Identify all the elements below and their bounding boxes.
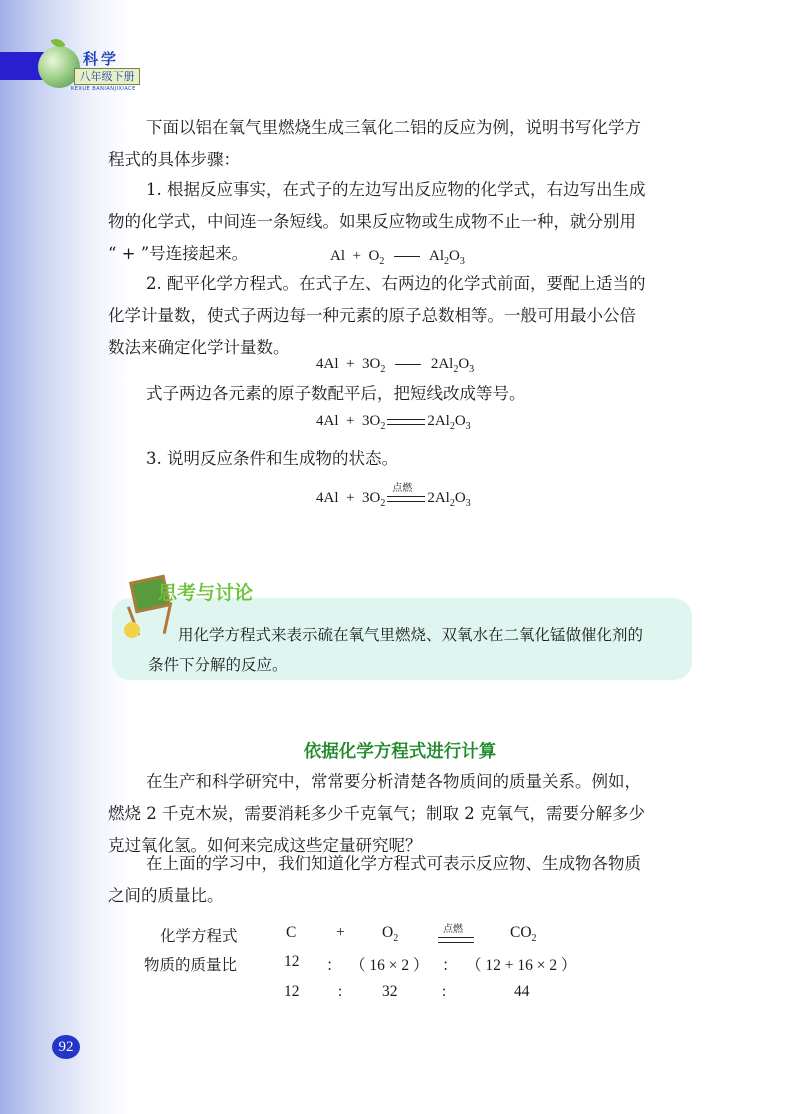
page-number: 92 [52, 1035, 80, 1059]
section-line: 之间的质量比。 [108, 886, 224, 905]
equation-balanced-dash: $4Al + 3O_2$ $2Al_2O_3$ [316, 356, 475, 375]
step3-paragraph [108, 443, 704, 475]
step2-line: 化学计量数，使式子两边每一种元素的原子总数相等。一般可用最小公倍 [108, 306, 636, 325]
intro-line: 程式的具体步骤： [108, 150, 240, 169]
section-line: 在生产和科学研究中，常常要分析清楚各物质间的质量关系。例如， [146, 772, 641, 791]
intro-line: 下面以铝在氧气里燃烧生成三氧化二铝的反应为例，说明书写化学方 [146, 118, 641, 137]
formula-equals [436, 924, 476, 948]
book-title: 科学 [83, 50, 120, 68]
step2-line: 数法来确定化学计量数。 [108, 338, 290, 357]
formula-co2: $CO_2$ [510, 924, 537, 945]
step2-after [108, 378, 704, 410]
row1-label: 化学方程式 [160, 927, 238, 945]
equation-balanced: $4Al + 3O_2$ $2Al_2O_3$ [316, 413, 471, 432]
step1-line: 1. 根据反应事实，在式子的左边写出反应物的化学式，右边写出生成 [146, 180, 646, 199]
section-line: 燃烧 2 千克木炭，需要消耗多少千克氧气；制取 2 克氧气，需要分解多少 [108, 804, 645, 823]
book-pinyin: KEXUE BANIANJIXIACE [71, 86, 136, 92]
mass-colon: ： [326, 956, 342, 974]
equals-sign [387, 419, 425, 425]
think-discuss-text: 用化学方程式来表示硫在氧气里燃烧、双氧水在二氧化锰做催化剂的 条件下分解的反应。 [148, 626, 644, 674]
ratio-o2: 32 [382, 983, 398, 1000]
formula-plus: + [336, 924, 345, 941]
section-line: 在上面的学习中，我们知道化学方程式可表示反应物、生成物各物质 [146, 854, 641, 873]
section-paragraph-2 [108, 848, 704, 912]
equation-unbalanced: $Al + O_2$ $Al_2O_3$ [330, 248, 465, 267]
ratio-colon: : [442, 983, 447, 1000]
formula-o2: $O_2$ [382, 924, 399, 945]
intro-paragraph [108, 112, 704, 176]
step2-after-line: 式子两边各元素的原子数配平后，把短线改成等号。 [146, 384, 526, 403]
mass-co2: （ 12 + 16 × 2 ） [466, 957, 577, 974]
section-heading: 依据化学方程式进行计算 [303, 742, 497, 762]
step2-line: 2. 配平化学方程式。在式子左、右两边的化学式前面，要配上适当的 [146, 274, 646, 293]
equals-sign [387, 482, 425, 502]
row2-label: 物质的质量比 [144, 956, 238, 974]
flower-icon [124, 622, 140, 638]
step2-paragraph [108, 268, 704, 364]
think-discuss-title: 思考与讨论 [158, 582, 254, 604]
ratio-co2: 44 [514, 983, 530, 1000]
reaction-condition: 点燃 [443, 924, 463, 935]
short-line [394, 256, 420, 257]
short-line [395, 364, 421, 365]
equals-sign [438, 924, 474, 943]
reaction-condition: 点燃 [392, 482, 413, 494]
step1-line: “ + ”号连接起来。 [108, 244, 249, 263]
mass-c: 12 [284, 953, 300, 970]
section-line: 克过氧化氢。如何来完成这些定量研究呢？ [108, 836, 422, 855]
ratio-colon: : [338, 983, 343, 1000]
formula-c: C [286, 924, 297, 941]
ratio-c: 12 [284, 983, 300, 1000]
book-grade: 八年级下册 [74, 68, 140, 85]
step3-line: 3. 说明反应条件和生成物的状态。 [146, 449, 398, 468]
step1-line: 物的化学式，中间连一条短线。如果反应物或生成物不止一种，就分别用 [108, 212, 636, 231]
mass-colon: ： [442, 956, 458, 974]
equation-with-condition: $4Al + 3O_2$ 点燃 $2Al_2O_3$ [316, 490, 471, 509]
mass-o2: （ 16 × 2 ） [350, 957, 429, 974]
